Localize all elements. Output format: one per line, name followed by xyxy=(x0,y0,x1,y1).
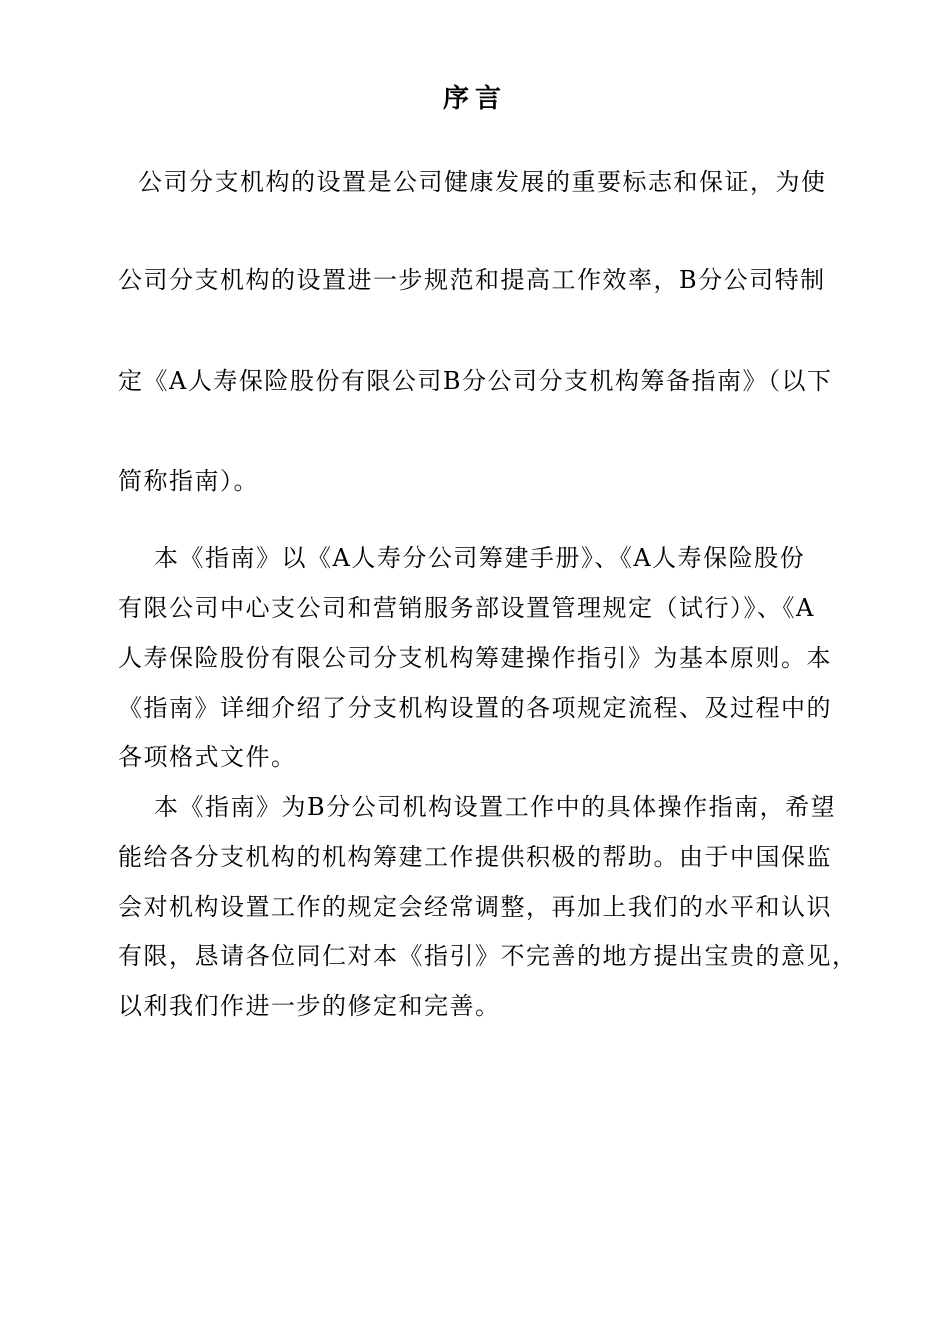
paragraph-2-line-5: 各项格式文件。 xyxy=(118,743,297,771)
paragraph-2-line-3: 人寿保险股份有限公司分支机构筹建操作指引》为基本原则。本 xyxy=(118,644,832,672)
paragraph-1-line-1: 公司分支机构的设置是公司健康发展的重要标志和保证，为使 xyxy=(138,168,827,196)
paragraph-3-line-3: 会对机构设置工作的规定会经常调整，再加上我们的水平和认识 xyxy=(118,893,832,921)
page-title: 序言 xyxy=(442,84,507,114)
paragraph-1-line-4: 简称指南）。 xyxy=(118,467,259,495)
paragraph-3-line-4: 有限，恳请各位同仁对本《指引》不完善的地方提出宝贵的意见， xyxy=(118,942,858,970)
paragraph-3-line-2: 能给各分支机构的机构筹建工作提供积极的帮助。由于中国保监 xyxy=(118,843,832,871)
paragraph-1-line-2: 公司分支机构的设置进一步规范和提高工作效率，B分公司特制 xyxy=(118,266,826,294)
paragraph-2-line-2: 有限公司中心支公司和营销服务部设置管理规定（试行）》、《A xyxy=(118,594,815,622)
paragraph-3-line-1: 本《指南》为B分公司机构设置工作中的具体操作指南，希望 xyxy=(154,793,837,821)
paragraph-1-line-3: 定《A人寿保险股份有限公司B分公司分支机构筹备指南》（以下 xyxy=(118,367,833,395)
paragraph-2-line-4: 《指南》详细介绍了分支机构设置的各项规定流程、及过程中的 xyxy=(118,694,832,722)
paragraph-2-line-1: 本《指南》以《A人寿分公司筹建手册》、《A人寿保险股份 xyxy=(154,544,806,572)
paragraph-3-line-5: 以利我们作进一步的修定和完善。 xyxy=(118,992,501,1020)
